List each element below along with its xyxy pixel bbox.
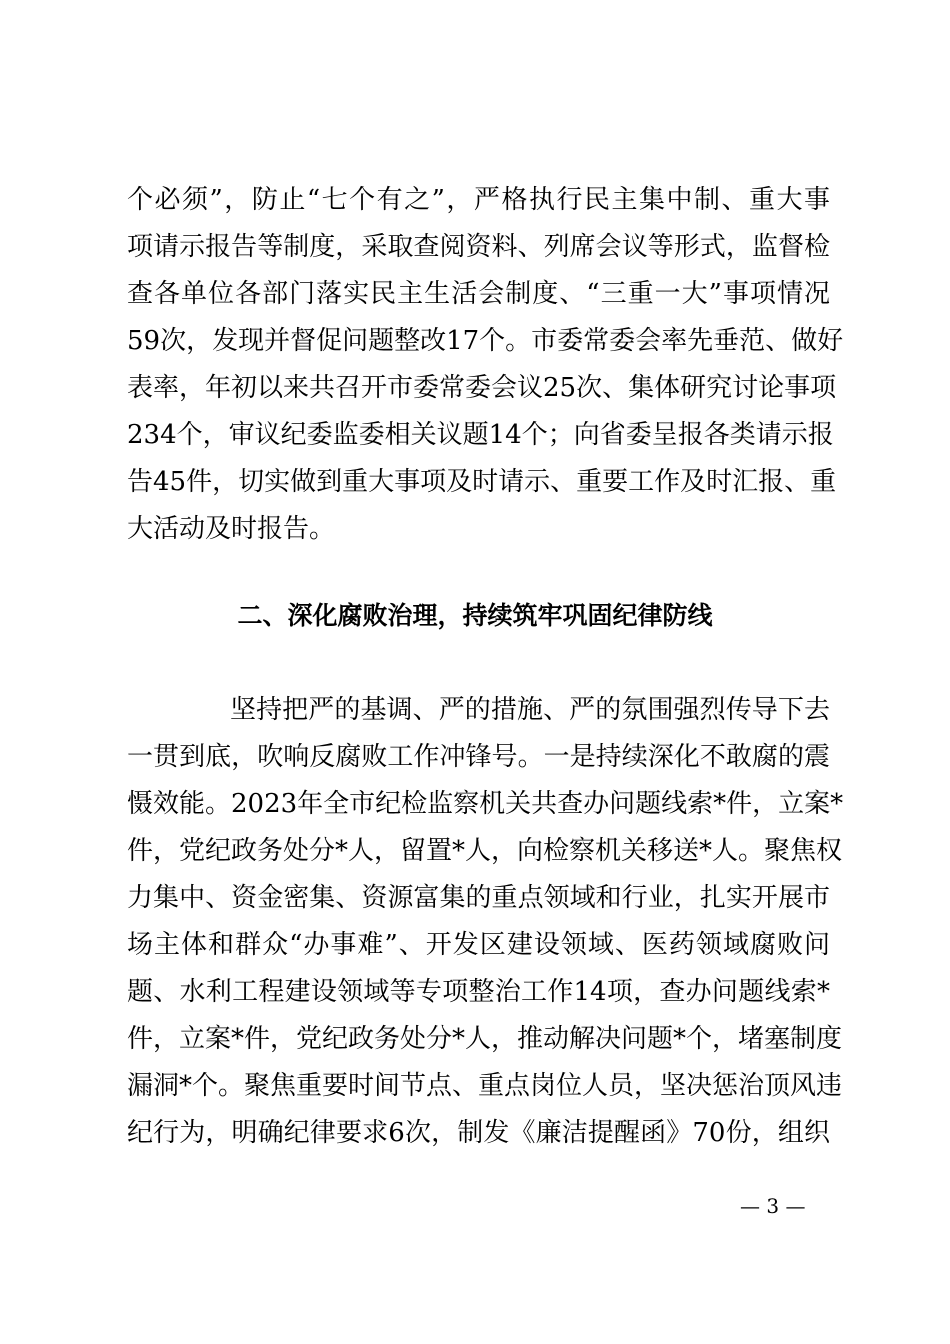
paragraph2-line-2: 一贯到底，吹响反腐败工作冲锋号。一是持续深化不敢腐的震 — [127, 742, 830, 772]
paragraph2-line-5: 力集中、资金密集、资源富集的重点领域和行业，扎实开展市 — [127, 883, 830, 913]
paragraph1-line-2: 项请示报告等制度，采取查阅资料、列席会议等形式，监督检 — [127, 232, 830, 262]
paragraph1-line-3: 查各单位各部门落实民主生活会制度、“三重一大”事项情况 — [127, 279, 830, 309]
paragraph1-line-5: 表率，年初以来共召开市委常委会议25次、集体研究讨论事项 — [127, 373, 837, 403]
paragraph2-line-7: 题、水利工程建设领域等专项整治工作14项，查办问题线索* — [127, 977, 830, 1007]
page-number: — 3 — — [740, 1194, 806, 1218]
paragraph2-line-1: 坚持把严的基调、严的措施、严的氛围强烈传导下去 — [230, 695, 830, 725]
paragraph1-line-6: 234个，审议纪委监委相关议题14个；向省委呈报各类请示报 — [127, 420, 834, 450]
paragraph1-line-1: 个必须”，防止“七个有之”，严格执行民主集中制、重大事 — [127, 185, 830, 215]
paragraph2-line-3: 慑效能。2023年全市纪检监察机关共查办问题线索*件，立案* — [127, 789, 844, 819]
paragraph1-line-4: 59次，发现并督促问题整改17个。市委常委会率先垂范、做好 — [127, 326, 844, 356]
paragraph2-line-4: 件，党纪政务处分*人，留置*人，向检察机关移送*人。聚焦权 — [127, 836, 843, 866]
section-heading: 二、深化腐败治理，持续筑牢巩固纪律防线 — [237, 601, 713, 630]
paragraph1-line-8: 大活动及时报告。 — [127, 514, 336, 544]
paragraph2-line-9: 漏洞*个。聚焦重要时间节点、重点岗位人员，坚决惩治顶风违 — [127, 1071, 843, 1101]
paragraph2-line-10: 纪行为，明确纪律要求6次，制发《廉洁提醒函》70份，组织 — [127, 1118, 830, 1148]
paragraph2-line-8: 件，立案*件，党纪政务处分*人，推动解决问题*个，堵塞制度 — [127, 1024, 843, 1054]
paragraph2-line-6: 场主体和群众“办事难”、开发区建设领域、医药领域腐败问 — [127, 930, 830, 960]
paragraph1-line-7: 告45件，切实做到重大事项及时请示、重要工作及时汇报、重 — [127, 467, 837, 497]
